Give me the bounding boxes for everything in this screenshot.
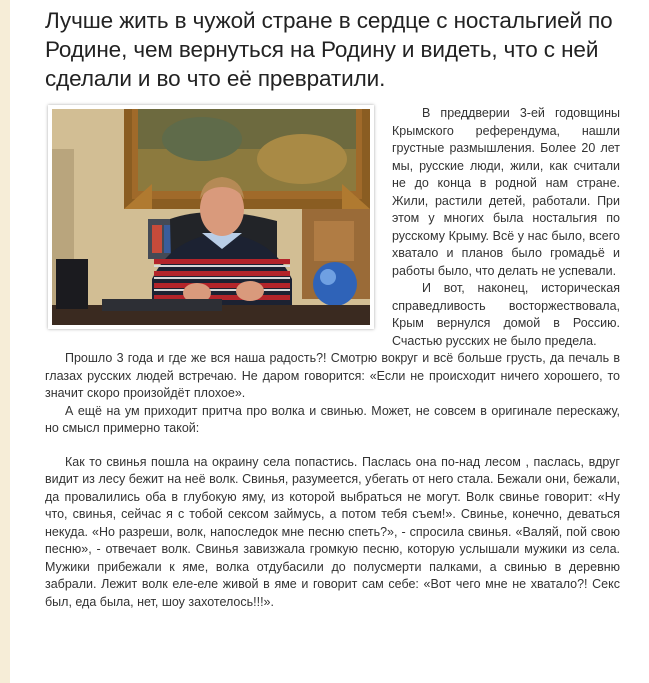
article-photo[interactable] bbox=[48, 105, 374, 329]
paragraph-spacer bbox=[45, 438, 620, 454]
paragraph-3: Прошло 3 года и где же вся наша радость?! Смотрю вокруг и всё больше грусть, да печаль в глазах русских людей встречаю. Не даром говорится: «Если не происходит ничего хорошего, то значит скоро произойдёт плохое». bbox=[45, 351, 620, 400]
left-decorative-stripe bbox=[0, 0, 10, 683]
article bbox=[45, 0, 620, 611]
article-title: Лучше жить в чужой стране в сердце с ностальгией по Родине, чем вернуться на Родину и видеть, что с ней сделали и во что её превратили. bbox=[45, 8, 613, 91]
photo-man-at-desk-image bbox=[52, 109, 370, 325]
paragraph-5: Как то свинья пошла на окраину села попастись. Паслась она по-над лесом , паслась, вдруг видит из лесу бежит на неё волк. Свинья, разумеется, убегать от него стала. Бежали они, бежали, да провалились оба в глубокую яму, из которой выбраться не могут. Волк свинье говорит: «Ну что, свинья, сейчас я с тобой сексом займусь, а потом тебя съем!». Свинье, конечно, деваться некуда. «Но разреши, волк, напоследок мне песню спеть?», - спросила свинья. «Валяй, пой свою песню», - отвечает волк. Свинья завизжала громкую песню, которую услышали мужики из села. Мужики прибежали к яме, волка отдубасили до полусмерти палками, а свинью в деревню забрали. Лежит волк еле-еле живой в яме и говорит сам себе: «Вот чего мне не хватало?! Секс был, еда была, нет, шоу захотелось!!!». bbox=[45, 454, 620, 609]
paragraph-2: И вот, наконец, историческая справедливость восторжествовала, Крым вернулся домой в Россию. Счастью русских не было предела. bbox=[392, 281, 620, 348]
paragraph-4: А ещё на ум приходит притча про волка и свинью. Может, не совсем в оригинале перескажу, но смысл примерно такой: bbox=[45, 403, 620, 435]
paragraph-1: В преддверии 3-ей годовщины Крымского референдума, нашли грустные размышления. Более 20 лет мы, русские люди, жили, как считали не до конца в родной нам стране. Жили, растили детей, работали. При этом у многих была ностальгия по русскому Крыму. Всё у нас было, всего хватало и планов было громадьё и работы было, что делать не успевали. bbox=[392, 106, 620, 278]
